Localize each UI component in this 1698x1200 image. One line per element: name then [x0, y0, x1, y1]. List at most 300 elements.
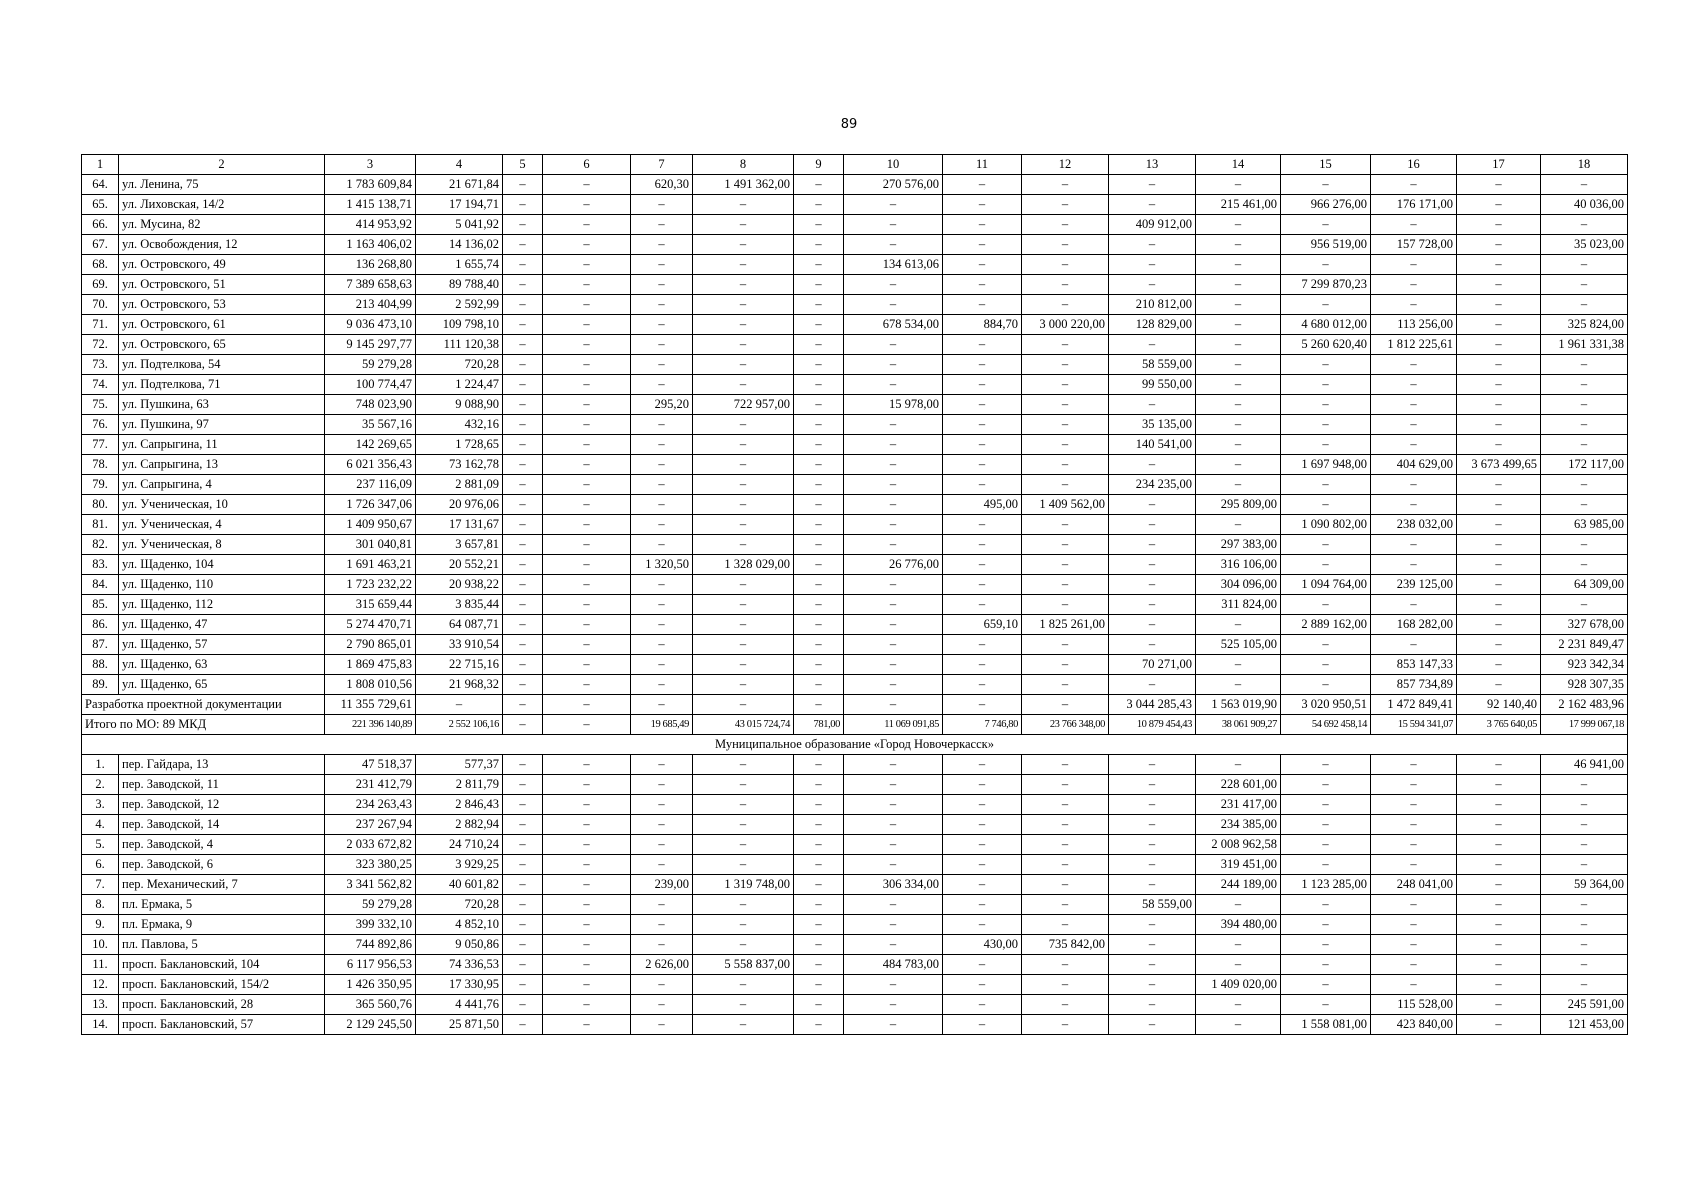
cell-value: 404 629,00: [1371, 455, 1457, 475]
cell-value: –: [543, 255, 631, 275]
cell-value: 1 563 019,90: [1196, 695, 1281, 715]
cell-value: –: [1196, 355, 1281, 375]
cell-value: 1 320,50: [631, 555, 693, 575]
cell-value: –: [1457, 655, 1541, 675]
cell-value: –: [1022, 195, 1109, 215]
cell-value: –: [1371, 495, 1457, 515]
cell-value: –: [1022, 1015, 1109, 1035]
cell-value: 5 274 470,71: [325, 615, 416, 635]
cell-value: –: [1371, 855, 1457, 875]
address: просп. Баклановский, 57: [119, 1015, 325, 1035]
row-number: 6.: [82, 855, 119, 875]
cell-value: 1 726 347,06: [325, 495, 416, 515]
cell-value: 35 567,16: [325, 415, 416, 435]
cell-value: –: [1281, 255, 1371, 275]
cell-value: –: [794, 1015, 844, 1035]
cell-value: –: [1541, 435, 1628, 455]
cell-value: –: [1022, 955, 1109, 975]
cell-value: –: [631, 575, 693, 595]
cell-value: –: [1281, 555, 1371, 575]
cell-value: –: [1371, 215, 1457, 235]
cell-value: –: [1022, 815, 1109, 835]
cell-value: –: [943, 515, 1022, 535]
row-number: 81.: [82, 515, 119, 535]
cell-value: –: [943, 975, 1022, 995]
cell-value: –: [543, 615, 631, 635]
cell-value: –: [1196, 515, 1281, 535]
cell-value: –: [794, 855, 844, 875]
row-number: 70.: [82, 295, 119, 315]
cell-value: –: [503, 355, 543, 375]
cell-value: –: [1281, 675, 1371, 695]
cell-value: –: [1109, 855, 1196, 875]
cell-value: –: [1371, 175, 1457, 195]
cell-value: –: [503, 835, 543, 855]
cell-value: –: [1281, 635, 1371, 655]
cell-value: 2 162 483,96: [1541, 695, 1628, 715]
cell-value: –: [794, 615, 844, 635]
cell-value: –: [844, 515, 943, 535]
section-header-row: [82, 735, 1628, 755]
cell-value: –: [1541, 355, 1628, 375]
cell-value: –: [631, 355, 693, 375]
cell-value: –: [943, 955, 1022, 975]
cell-value: 1 825 261,00: [1022, 615, 1109, 635]
cell-value: –: [1457, 895, 1541, 915]
cell-value: –: [1281, 835, 1371, 855]
cell-value: –: [943, 875, 1022, 895]
cell-value: –: [1371, 255, 1457, 275]
cell-value: 64 309,00: [1541, 575, 1628, 595]
address: пер. Заводской, 14: [119, 815, 325, 835]
cell-value: –: [943, 355, 1022, 375]
cell-value: –: [693, 435, 794, 455]
cell-value: 394 480,00: [1196, 915, 1281, 935]
address: ул. Освобождения, 12: [119, 235, 325, 255]
cell-value: –: [1281, 815, 1371, 835]
cell-value: 19 685,49: [631, 715, 693, 735]
row-number: 7.: [82, 875, 119, 895]
cell-value: 17 131,67: [416, 515, 503, 535]
cell-value: –: [1541, 295, 1628, 315]
cell-value: 7 299 870,23: [1281, 275, 1371, 295]
cell-value: –: [943, 395, 1022, 415]
cell-value: –: [1541, 895, 1628, 915]
cell-value: –: [1457, 415, 1541, 435]
cell-value: –: [844, 895, 943, 915]
cell-value: –: [1022, 335, 1109, 355]
cell-value: –: [1196, 175, 1281, 195]
cell-value: –: [543, 655, 631, 675]
cell-value: –: [1281, 755, 1371, 775]
cell-value: 7 389 658,63: [325, 275, 416, 295]
cell-value: –: [543, 775, 631, 795]
row-number: 86.: [82, 615, 119, 635]
cell-value: –: [543, 515, 631, 535]
cell-value: –: [1541, 555, 1628, 575]
cell-value: –: [503, 375, 543, 395]
cell-value: –: [844, 575, 943, 595]
cell-value: –: [1022, 235, 1109, 255]
cell-value: 306 334,00: [844, 875, 943, 895]
cell-value: –: [844, 195, 943, 215]
address: просп. Баклановский, 28: [119, 995, 325, 1015]
address: ул. Щаденко, 65: [119, 675, 325, 695]
cell-value: –: [1371, 835, 1457, 855]
cell-value: –: [693, 455, 794, 475]
cell-value: 659,10: [943, 615, 1022, 635]
row-number: 14.: [82, 1015, 119, 1035]
table-row: [82, 495, 1628, 515]
cell-value: –: [503, 795, 543, 815]
table-row: [82, 675, 1628, 695]
cell-value: 884,70: [943, 315, 1022, 335]
row-number: 89.: [82, 675, 119, 695]
cell-value: –: [1281, 535, 1371, 555]
cell-value: –: [1281, 915, 1371, 935]
cell-value: –: [943, 755, 1022, 775]
cell-value: –: [1457, 855, 1541, 875]
cell-value: –: [844, 775, 943, 795]
cell-value: –: [631, 255, 693, 275]
cell-value: –: [503, 935, 543, 955]
cell-value: –: [1022, 375, 1109, 395]
cell-value: –: [1541, 535, 1628, 555]
cell-value: 1 812 225,61: [1371, 335, 1457, 355]
cell-value: –: [794, 955, 844, 975]
cell-value: 43 015 724,74: [693, 715, 794, 735]
cell-value: –: [631, 975, 693, 995]
cell-value: –: [844, 275, 943, 295]
cell-value: 270 576,00: [844, 175, 943, 195]
cell-value: 1 691 463,21: [325, 555, 416, 575]
address: пл. Павлова, 5: [119, 935, 325, 955]
cell-value: –: [503, 415, 543, 435]
cell-value: –: [1371, 475, 1457, 495]
cell-value: –: [693, 275, 794, 295]
cell-value: –: [844, 855, 943, 875]
cell-value: 2 008 962,58: [1196, 835, 1281, 855]
column-number-9: 9: [794, 155, 844, 175]
cell-value: –: [794, 755, 844, 775]
cell-value: –: [943, 655, 1022, 675]
address: ул. Островского, 49: [119, 255, 325, 275]
cell-value: –: [844, 655, 943, 675]
cell-value: –: [1109, 495, 1196, 515]
cell-value: –: [631, 195, 693, 215]
cell-value: 70 271,00: [1109, 655, 1196, 675]
cell-value: –: [1541, 595, 1628, 615]
cell-value: –: [416, 695, 503, 715]
cell-value: –: [844, 815, 943, 835]
cell-value: –: [693, 515, 794, 535]
cell-value: –: [844, 295, 943, 315]
cell-value: –: [693, 615, 794, 635]
cell-value: 295 809,00: [1196, 495, 1281, 515]
address: ул. Подтелкова, 71: [119, 375, 325, 395]
cell-value: –: [844, 355, 943, 375]
cell-value: –: [1541, 775, 1628, 795]
cell-value: –: [631, 795, 693, 815]
cell-value: –: [1541, 415, 1628, 435]
cell-value: 7 746,80: [943, 715, 1022, 735]
cell-value: –: [943, 255, 1022, 275]
cell-value: 111 120,38: [416, 335, 503, 355]
cell-value: –: [543, 455, 631, 475]
cell-value: –: [1457, 255, 1541, 275]
column-number-5: 5: [503, 155, 543, 175]
cell-value: 577,37: [416, 755, 503, 775]
table-row: [82, 275, 1628, 295]
cell-value: –: [794, 295, 844, 315]
cell-value: –: [794, 235, 844, 255]
cell-value: 172 117,00: [1541, 455, 1628, 475]
cell-value: 4 441,76: [416, 995, 503, 1015]
cell-value: –: [943, 535, 1022, 555]
cell-value: –: [631, 235, 693, 255]
cell-value: –: [1371, 395, 1457, 415]
cell-value: –: [794, 915, 844, 935]
cell-value: 215 461,00: [1196, 195, 1281, 215]
cell-value: –: [794, 595, 844, 615]
table-row: [82, 595, 1628, 615]
address: пер. Заводской, 4: [119, 835, 325, 855]
cell-value: –: [1109, 175, 1196, 195]
cell-value: –: [794, 515, 844, 535]
cell-value: –: [693, 935, 794, 955]
cell-value: –: [844, 835, 943, 855]
cell-value: 5 260 620,40: [1281, 335, 1371, 355]
cell-value: –: [503, 695, 543, 715]
cell-value: 17 194,71: [416, 195, 503, 215]
cell-value: 1 697 948,00: [1281, 455, 1371, 475]
cell-value: –: [1109, 775, 1196, 795]
cell-value: –: [1371, 755, 1457, 775]
cell-value: –: [631, 215, 693, 235]
row-number: 69.: [82, 275, 119, 295]
cell-value: –: [693, 495, 794, 515]
cell-value: –: [794, 815, 844, 835]
column-number-13: 13: [1109, 155, 1196, 175]
cell-value: –: [543, 275, 631, 295]
cell-value: 525 105,00: [1196, 635, 1281, 655]
cell-value: –: [693, 695, 794, 715]
cell-value: –: [503, 995, 543, 1015]
cell-value: 11 355 729,61: [325, 695, 416, 715]
cell-value: –: [1371, 435, 1457, 455]
table-row: [82, 635, 1628, 655]
cell-value: –: [844, 455, 943, 475]
column-number-8: 8: [693, 155, 794, 175]
cell-value: 923 342,34: [1541, 655, 1628, 675]
cell-value: 99 550,00: [1109, 375, 1196, 395]
cell-value: –: [693, 995, 794, 1015]
address: ул. Ученическая, 10: [119, 495, 325, 515]
column-number-12: 12: [1022, 155, 1109, 175]
cell-value: 221 396 140,89: [325, 715, 416, 735]
cell-value: –: [943, 995, 1022, 1015]
cell-value: –: [1457, 475, 1541, 495]
table-row: [82, 175, 1628, 195]
cell-value: –: [503, 655, 543, 675]
cell-value: 136 268,80: [325, 255, 416, 275]
cell-value: 100 774,47: [325, 375, 416, 395]
cell-value: –: [1109, 795, 1196, 815]
table-row: [82, 975, 1628, 995]
cell-value: –: [693, 535, 794, 555]
cell-value: 1 328 029,00: [693, 555, 794, 575]
cell-value: 46 941,00: [1541, 755, 1628, 775]
cell-value: –: [543, 355, 631, 375]
cell-value: 432,16: [416, 415, 503, 435]
cell-value: –: [1371, 555, 1457, 575]
cell-value: –: [1371, 775, 1457, 795]
cell-value: 15 594 341,07: [1371, 715, 1457, 735]
cell-value: –: [1541, 915, 1628, 935]
cell-value: –: [543, 815, 631, 835]
cell-value: 213 404,99: [325, 295, 416, 315]
cell-value: 928 307,35: [1541, 675, 1628, 695]
cell-value: –: [943, 215, 1022, 235]
cell-value: –: [1196, 395, 1281, 415]
cell-value: –: [503, 895, 543, 915]
cell-value: 22 715,16: [416, 655, 503, 675]
row-number: 87.: [82, 635, 119, 655]
cell-value: –: [503, 175, 543, 195]
cell-value: 1 728,65: [416, 435, 503, 455]
cell-value: 1 869 475,83: [325, 655, 416, 675]
cell-value: –: [1022, 915, 1109, 935]
cell-value: –: [1109, 255, 1196, 275]
table-row: [82, 255, 1628, 275]
cell-value: 1 409 562,00: [1022, 495, 1109, 515]
cell-value: 495,00: [943, 495, 1022, 515]
table-row: [82, 895, 1628, 915]
cell-value: 92 140,40: [1457, 695, 1541, 715]
cell-value: 365 560,76: [325, 995, 416, 1015]
cell-value: 2 790 865,01: [325, 635, 416, 655]
cell-value: –: [543, 835, 631, 855]
cell-value: –: [844, 535, 943, 555]
cell-value: –: [693, 915, 794, 935]
cell-value: –: [1457, 995, 1541, 1015]
page-number: 89: [840, 117, 858, 132]
address: ул. Мусина, 82: [119, 215, 325, 235]
cell-value: –: [844, 415, 943, 435]
cell-value: –: [1457, 875, 1541, 895]
cell-value: –: [794, 375, 844, 395]
cell-value: –: [543, 715, 631, 735]
cell-value: –: [844, 975, 943, 995]
column-number-18: 18: [1541, 155, 1628, 175]
cell-value: 231 417,00: [1196, 795, 1281, 815]
cell-value: 1 426 350,95: [325, 975, 416, 995]
cell-value: –: [503, 975, 543, 995]
row-number: 79.: [82, 475, 119, 495]
table-row: [82, 395, 1628, 415]
row-number: 83.: [82, 555, 119, 575]
cell-value: 228 601,00: [1196, 775, 1281, 795]
cell-value: –: [1281, 955, 1371, 975]
cell-value: –: [1196, 315, 1281, 335]
cell-value: –: [794, 775, 844, 795]
cell-value: –: [693, 355, 794, 375]
cell-value: –: [1022, 635, 1109, 655]
cell-value: –: [844, 435, 943, 455]
address: ул. Сапрыгина, 11: [119, 435, 325, 455]
column-number-10: 10: [844, 155, 943, 175]
cell-value: 58 559,00: [1109, 355, 1196, 375]
cell-value: –: [1541, 475, 1628, 495]
cell-value: 248 041,00: [1371, 875, 1457, 895]
cell-value: –: [693, 475, 794, 495]
cell-value: –: [943, 795, 1022, 815]
cell-value: 853 147,33: [1371, 655, 1457, 675]
row-number: 65.: [82, 195, 119, 215]
cell-value: –: [844, 915, 943, 935]
total-row: [82, 715, 1628, 735]
cell-value: –: [631, 935, 693, 955]
cell-value: –: [943, 435, 1022, 455]
cell-value: 21 968,32: [416, 675, 503, 695]
cell-value: –: [1196, 895, 1281, 915]
cell-value: –: [543, 875, 631, 895]
table-row: [82, 335, 1628, 355]
cell-value: –: [1457, 935, 1541, 955]
cell-value: –: [1109, 535, 1196, 555]
cell-value: –: [1109, 635, 1196, 655]
cell-value: –: [1281, 975, 1371, 995]
cell-value: 59 364,00: [1541, 875, 1628, 895]
cell-value: –: [1281, 655, 1371, 675]
cell-value: –: [1541, 955, 1628, 975]
table-row: [82, 795, 1628, 815]
cell-value: 2 626,00: [631, 955, 693, 975]
cell-value: 89 788,40: [416, 275, 503, 295]
cell-value: –: [1457, 375, 1541, 395]
cell-value: –: [1371, 295, 1457, 315]
cell-value: –: [1022, 895, 1109, 915]
cell-value: 239,00: [631, 875, 693, 895]
cell-value: –: [543, 795, 631, 815]
cell-value: –: [631, 995, 693, 1015]
address: ул. Сапрыгина, 13: [119, 455, 325, 475]
cell-value: 319 451,00: [1196, 855, 1281, 875]
cell-value: –: [794, 275, 844, 295]
address: ул. Пушкина, 97: [119, 415, 325, 435]
cell-value: –: [1371, 415, 1457, 435]
cell-value: –: [1541, 935, 1628, 955]
cell-value: –: [693, 975, 794, 995]
cell-value: –: [844, 935, 943, 955]
cell-value: –: [1541, 215, 1628, 235]
cell-value: –: [1281, 775, 1371, 795]
cell-value: –: [794, 795, 844, 815]
cell-value: –: [1457, 535, 1541, 555]
row-number: 12.: [82, 975, 119, 995]
cell-value: –: [1109, 915, 1196, 935]
cell-value: 17 999 067,18: [1541, 715, 1628, 735]
row-number: 67.: [82, 235, 119, 255]
cell-value: –: [1022, 555, 1109, 575]
cell-value: –: [693, 775, 794, 795]
cell-value: –: [1109, 995, 1196, 1015]
cell-value: –: [1541, 255, 1628, 275]
cell-value: –: [543, 495, 631, 515]
cell-value: –: [503, 295, 543, 315]
cell-value: 2 552 106,16: [416, 715, 503, 735]
cell-value: –: [1457, 795, 1541, 815]
